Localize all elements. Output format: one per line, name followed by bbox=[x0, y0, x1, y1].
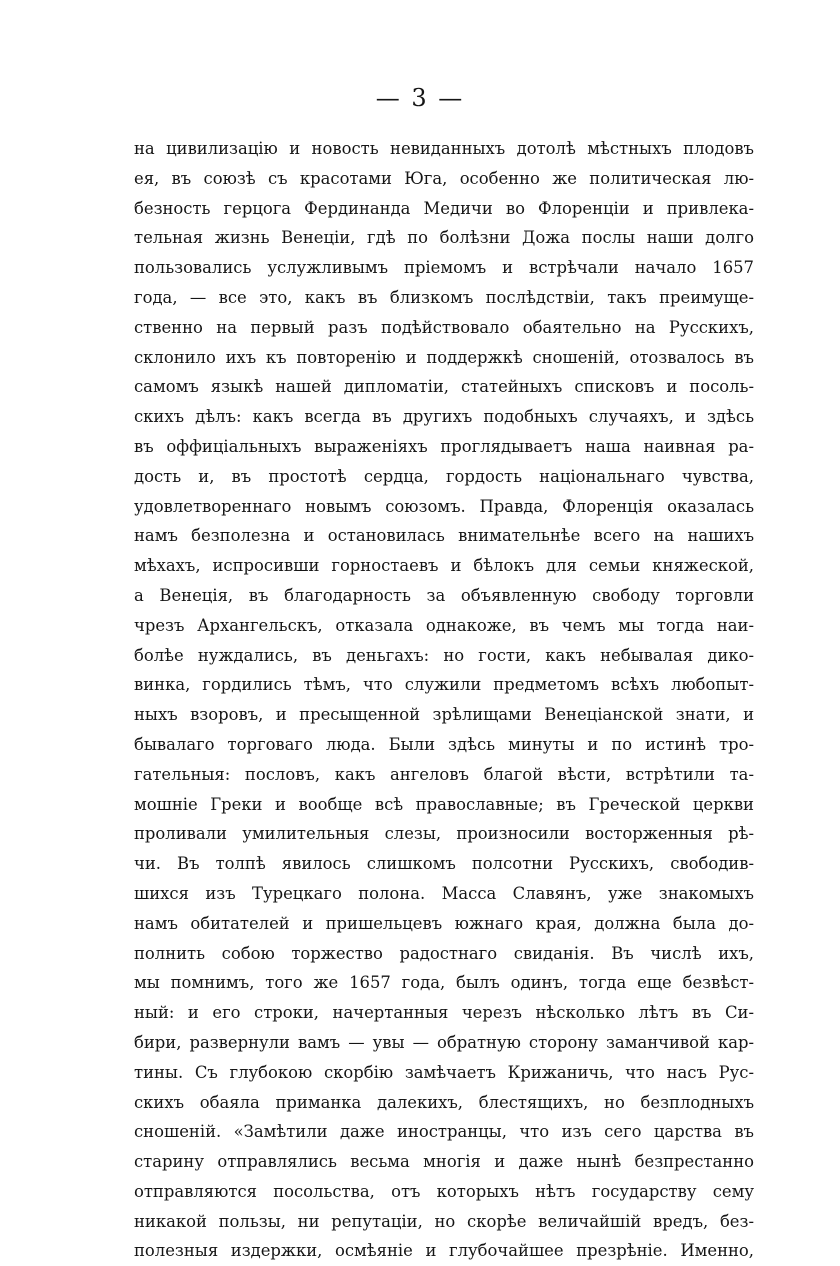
text-line: мошніе Греки и вообще всѣ православные; въ Греческой церкви bbox=[134, 794, 754, 814]
text-line: года, — все это, какъ въ близкомъ послѣдствіи, такъ преимуще- bbox=[134, 287, 754, 307]
text-line: отправляются посольства, отъ которыхъ нѣтъ государству сему bbox=[134, 1181, 754, 1201]
page-number: — 3 — bbox=[375, 84, 465, 112]
text-line: скихъ дѣлъ: какъ всегда въ другихъ подобныхъ случаяхъ, и здѣсь bbox=[134, 407, 754, 427]
text-line: а Венеція, въ благодарность за объявленную свободу торговли bbox=[134, 585, 754, 605]
text-line: дость и, въ простотѣ сердца, гордость національнаго чувства, bbox=[134, 466, 754, 486]
text-line: тельная жизнь Венеціи, гдѣ по болѣзни Дожа послы наши долго bbox=[134, 228, 754, 248]
text-line: проливали умилительныя слезы, произносили восторженныя рѣ- bbox=[134, 824, 754, 844]
text-line: ныхъ взоровъ, и пресыщенной зрѣлищами Венеціанской знати, и bbox=[134, 705, 754, 725]
text-line: шихся изъ Турецкаго полона. Масса Славянъ, уже знакомыхъ bbox=[134, 883, 754, 903]
text-line: въ оффиціальныхъ выраженіяхъ проглядываетъ наша наивная ра- bbox=[134, 436, 754, 456]
text-line: гательныя: пословъ, какъ ангеловъ благой вѣсти, встрѣтили та- bbox=[134, 764, 754, 784]
text-line: скихъ обаяла приманка далекихъ, блестящихъ, но безплодныхъ bbox=[134, 1092, 754, 1112]
text-line: чрезъ Архангельскъ, отказала однакоже, въ чемъ мы тогда наи- bbox=[134, 615, 754, 635]
text-line: склонило ихъ къ повторенію и поддержкѣ сношеній, отозвалось въ bbox=[134, 347, 754, 367]
text-line: на цивилизацію и новость невиданныхъ дотолѣ мѣстныхъ плодовъ bbox=[134, 139, 754, 158]
text-line: бири, развернули вамъ — увы — обратную сторону заманчивой кар- bbox=[134, 1032, 754, 1052]
text-line: мы помнимъ, того же 1657 года, былъ одинъ, тогда еще безвѣст- bbox=[134, 973, 754, 993]
text-line: намъ безполезна и остановилась внимательнѣе всего на нашихъ bbox=[134, 526, 754, 546]
text-line: безность герцога Фердинанда Медичи во Флоренціи и привлека- bbox=[134, 198, 754, 218]
text-line: полезныя издержки, осмѣяніе и глубочайшее презрѣніе. Именно, bbox=[134, 1241, 754, 1261]
text-line: самомъ языкѣ нашей дипломатіи, статейныхъ списковъ и посоль- bbox=[134, 377, 754, 397]
text-line: намъ обитателей и пришельцевъ южнаго края, должна была до- bbox=[134, 913, 754, 933]
text-line: чи. Въ толпѣ явилось слишкомъ полсотни Русскихъ, свободив- bbox=[134, 854, 754, 874]
text-line: бывалаго торговаго люда. Были здѣсь минуты и по истинѣ тро- bbox=[134, 734, 754, 754]
text-line: сношеній. «Замѣтили даже иностранцы, что изъ сего царства въ bbox=[134, 1122, 754, 1142]
text-line: ный: и его строки, начертанныя черезъ нѣсколько лѣтъ въ Си- bbox=[134, 1003, 754, 1023]
text-line: тины. Съ глубокою скорбію замѣчаетъ Крижаничь, что насъ Рус- bbox=[134, 1062, 754, 1082]
body-text bbox=[134, 134, 754, 1266]
text-line: пользовались услужливымъ пріемомъ и встрѣчали начало 1657 bbox=[134, 258, 754, 278]
text-line: полнить собою торжество радостнаго свиданія. Въ числѣ ихъ, bbox=[134, 943, 754, 963]
text-line: болѣе нуждались, въ деньгахъ: но гости, какъ небывалая дико- bbox=[134, 645, 754, 665]
text-line: ея, въ союзѣ съ красотами Юга, особенно же политическая лю- bbox=[134, 168, 754, 188]
text-line: мѣхахъ, испросивши горностаевъ и бѣлокъ для семьи княжеской, bbox=[134, 556, 754, 576]
text-line: винка, гордились тѣмъ, что служили предметомъ всѣхъ любопыт- bbox=[134, 675, 754, 695]
text-line: старину отправлялись весьма многія и даже нынѣ безпрестанно bbox=[134, 1152, 754, 1172]
text-line: удовлетвореннаго новымъ союзомъ. Правда, Флоренція оказалась bbox=[134, 496, 754, 516]
text-line: ственно на первый разъ подѣйствовало обаятельно на Русскихъ, bbox=[134, 317, 754, 337]
text-line: никакой пользы, ни репутаціи, но скорѣе величайшій вредъ, без- bbox=[134, 1211, 754, 1231]
